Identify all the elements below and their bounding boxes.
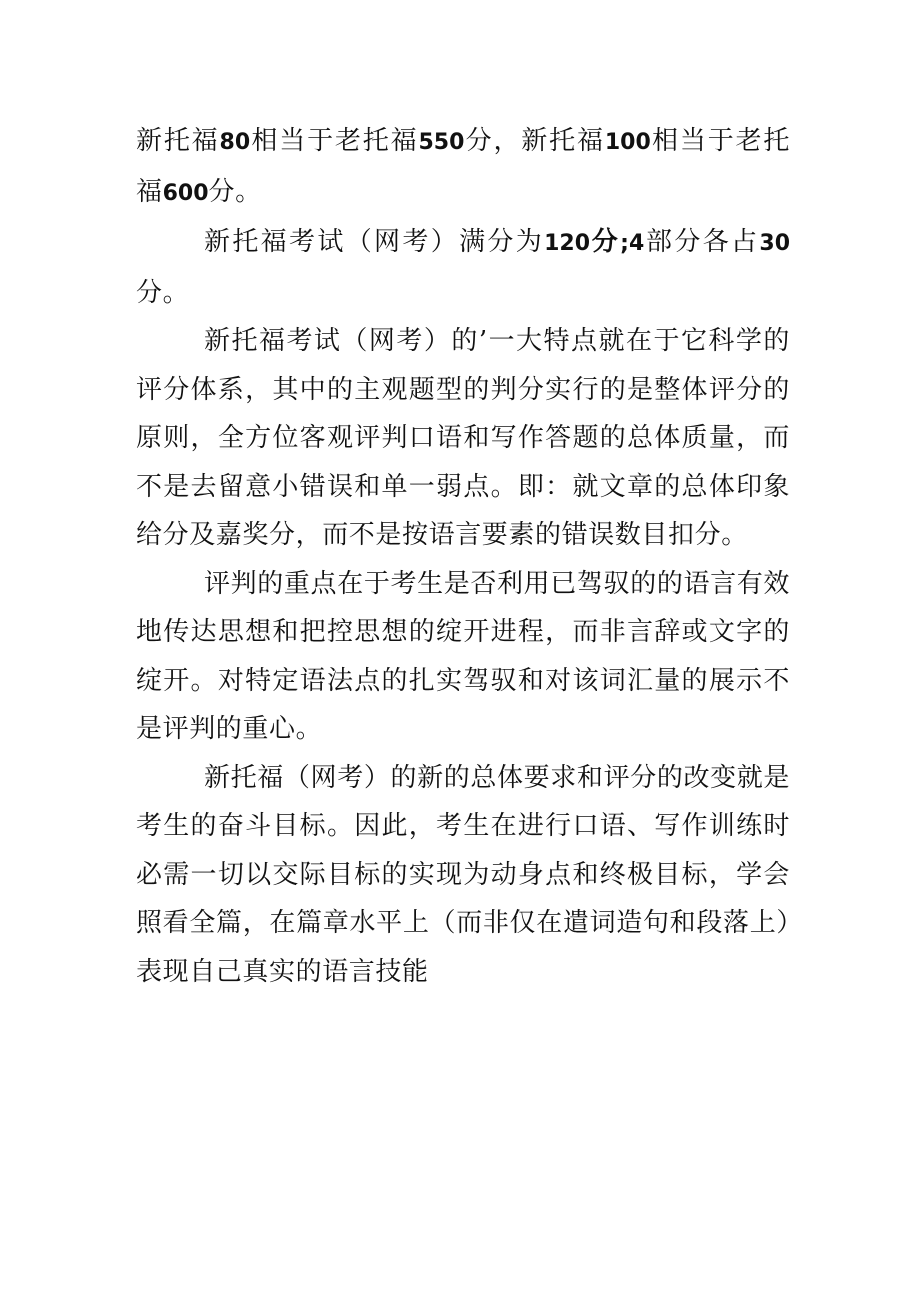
score-value: 600 xyxy=(162,180,209,206)
text-run: 新托福 xyxy=(136,126,220,156)
score-value: 550 xyxy=(418,130,465,155)
score-value: 100 xyxy=(604,130,651,155)
text-run: 分。 xyxy=(136,277,190,308)
text-run: 分。 xyxy=(208,176,262,207)
paragraph-judging-focus: 评判的重点在于考生是否利用已驾驭的的语言有效地传达思想和把控思想的绽开进程，而非言辞或文字的绽开。对特定语法点的扎实驾驭和对该词汇量的展示不是评判的重心。 xyxy=(136,568,790,744)
score-value: 30 xyxy=(759,231,791,256)
paragraph-score-conversion xyxy=(136,117,790,218)
text-run-bold: 分 xyxy=(590,227,621,257)
paragraph-candidate-goals: 新托福（网考）的新的总体要求和评分的改变就是考生的奋斗目标。因此，考生在进行口语、写作训练时必需一切以交际目标的实现为动身点和终极目标，学会照看全篇，在篇章水平上（而非仅在遣词造句和段落上）表现自己真实的语言技能 xyxy=(136,762,790,987)
text-run: 新托福考试（网考）满分为 xyxy=(204,227,545,257)
text-run: 相当于老托福 xyxy=(136,126,790,207)
score-value: 80 xyxy=(219,130,251,155)
score-value: ;4 xyxy=(620,231,645,256)
text-run: 相当于老托福 xyxy=(250,126,419,156)
paragraph-scoring-system: 新托福考试（网考）的’一大特点就在于它科学的评分体系，其中的主观题型的判分实行的是整体评分的原则，全方位客观评判口语和写作答题的总体质量，而不是去留意小错误和单一弱点。即：就文章的总体印象给分及嘉奖分，而不是按语言要素的错误数目扣分。 xyxy=(136,326,790,550)
paragraph-full-score xyxy=(136,218,790,317)
text-run: 分，新托福 xyxy=(464,126,605,156)
document-body xyxy=(136,117,790,996)
score-value: 120 xyxy=(544,231,591,256)
text-run: 部分各占 xyxy=(644,227,760,257)
